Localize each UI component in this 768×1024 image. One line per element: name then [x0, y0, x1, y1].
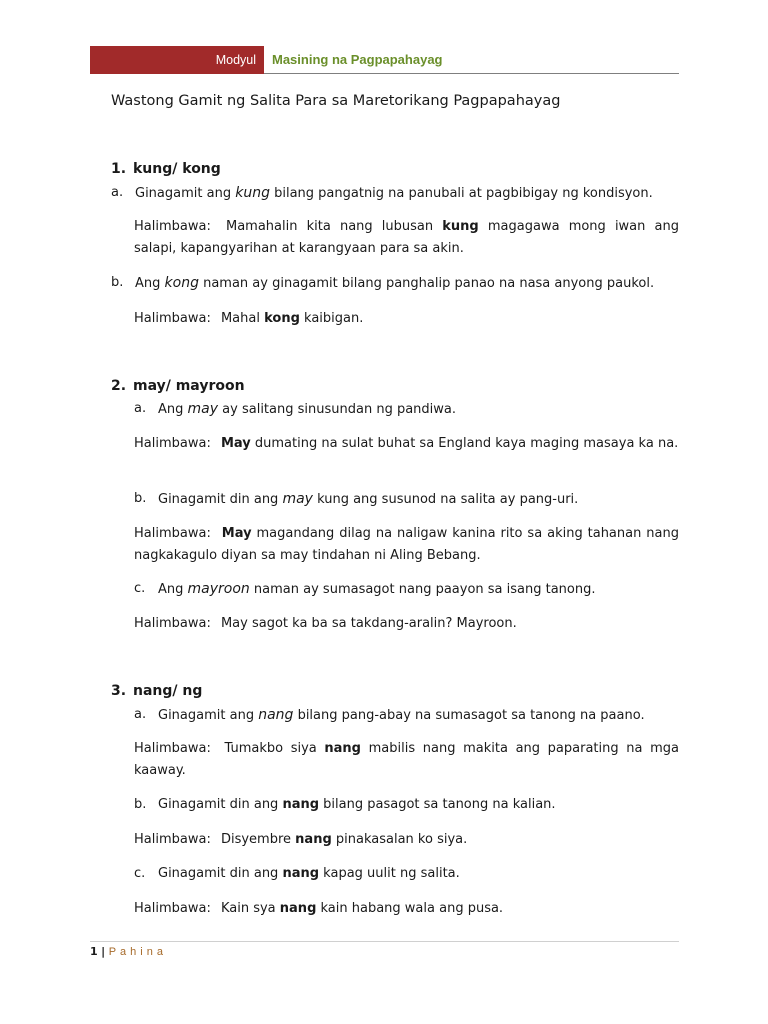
section-number: 1.: [111, 161, 127, 177]
example-text-post: magandang dilag na naligaw kanina rito sa aking tahanan nang nagkakagulo diyan sa may tindahan ni Aling Bebang.: [134, 526, 679, 563]
example-text-post: pinakasalan ko siya.: [331, 832, 468, 847]
section-1-heading: [111, 161, 221, 177]
example-bold: nang: [279, 901, 317, 916]
header-rule: [264, 73, 679, 74]
example-text-post: kaibigan.: [299, 311, 364, 326]
item-label: b.: [134, 491, 147, 506]
section-3-heading: [111, 683, 202, 699]
item-text-post: kapag uulit ng salita.: [319, 866, 460, 881]
item-text-post: ay salitang sinusundan ng pandiwa.: [218, 402, 457, 417]
example-text-post: dumating na sulat buhat sa England kaya maging masaya ka na.: [250, 436, 679, 451]
item-text: [134, 863, 679, 885]
example: [134, 523, 679, 567]
example-text-pre: Disyembre: [220, 832, 296, 847]
example-lead: Halimbawa:: [134, 219, 211, 234]
item-text-pre: Ginagamit din ang: [158, 797, 283, 812]
example-bold: May: [221, 526, 252, 541]
keyword: nang: [258, 707, 294, 723]
item-label: c.: [134, 866, 146, 881]
item-text: [134, 488, 679, 511]
keyword-bold: nang: [282, 866, 320, 881]
item-label: c.: [134, 581, 146, 596]
example-text-post: kain habang wala ang pusa.: [316, 901, 504, 916]
example-bold: May: [220, 436, 251, 451]
item-text: [134, 578, 679, 601]
page-footer: [90, 945, 167, 958]
example: [134, 898, 679, 920]
example-text-pre: Mamahalin kita nang lubusan: [225, 219, 443, 234]
example-lead: Halimbawa:: [134, 616, 211, 631]
section-number: 2.: [111, 378, 127, 394]
page-title: Wastong Gamit ng Salita Para sa Maretorikang Pagpapahayag: [111, 93, 561, 109]
item-text-post: kung ang susunod na salita ay pang-uri.: [312, 492, 579, 507]
list-item: [134, 704, 679, 727]
module-label: [90, 46, 264, 74]
example: [134, 216, 679, 260]
list-item: [111, 272, 679, 295]
item-text-pre: Ang: [158, 582, 188, 597]
section-title: may/ mayroon: [133, 378, 245, 394]
item-text-post: bilang pasagot sa tanong na kalian.: [319, 797, 556, 812]
example-bold: kong: [264, 311, 300, 326]
keyword: kong: [164, 275, 199, 291]
item-text-pre: Ginagamit din ang: [158, 866, 283, 881]
page-word: Pahina: [108, 946, 167, 958]
example-bold: nang: [295, 832, 332, 847]
item-text: [134, 794, 679, 816]
example-text-pre: Tumakbo siya: [224, 741, 325, 756]
example: [134, 613, 679, 635]
item-text-pre: Ginagamit ang: [135, 186, 236, 201]
item-text: [111, 182, 679, 205]
keyword: kung: [235, 185, 270, 201]
example-text-post: mabilis nang makita ang paparating na mga kaaway.: [134, 741, 679, 778]
example-lead: Halimbawa:: [134, 436, 211, 451]
keyword: may: [187, 401, 219, 417]
example-lead: Halimbawa:: [134, 901, 211, 916]
example: [134, 829, 679, 851]
item-text: [134, 398, 679, 421]
example: [134, 433, 679, 455]
list-item: [134, 578, 679, 601]
example-lead: Halimbawa:: [134, 526, 211, 541]
example-lead: Halimbawa:: [134, 311, 211, 326]
item-text-pre: Ang: [135, 276, 165, 291]
item-text: [134, 704, 679, 727]
section-title: nang/ ng: [133, 683, 203, 699]
item-text-post: naman ay sumasagot nang paayon sa isang tanong.: [249, 582, 596, 597]
list-item: [134, 488, 679, 511]
keyword: mayroon: [187, 581, 250, 597]
example-text-post: magagawa mong iwan ang salapi, kapangyarihan at karangyaan para sa akin.: [134, 219, 679, 256]
example-text-pre: Mahal: [220, 311, 265, 326]
item-text-pre: Ginagamit ang: [158, 708, 259, 723]
item-text-post: bilang pang-abay na sumasagot sa tanong na paano.: [293, 708, 645, 723]
list-item: [111, 182, 679, 205]
item-label: a.: [134, 707, 147, 722]
section-2-heading: [111, 378, 245, 394]
page-header: [90, 46, 679, 74]
example-bold: nang: [324, 741, 361, 756]
list-item: [134, 794, 679, 816]
example-lead: Halimbawa:: [134, 741, 211, 756]
keyword-bold: nang: [282, 797, 320, 812]
section-number: 3.: [111, 683, 127, 699]
example-lead: Halimbawa:: [134, 832, 211, 847]
module-title: Masining na Pagpapahayag: [272, 52, 443, 67]
keyword: may: [282, 491, 313, 507]
example: [134, 308, 679, 330]
item-text: [111, 272, 679, 295]
item-label: a.: [111, 185, 124, 200]
item-text-pre: Ang: [158, 402, 188, 417]
footer-rule: [90, 941, 679, 942]
item-text-post: bilang pangatnig na panubali at pagbibigay ng kondisyon.: [269, 186, 653, 201]
item-text-post: naman ay ginagamit bilang panghalip panao na nasa anyong paukol.: [198, 276, 655, 291]
list-item: [134, 863, 679, 885]
list-item: [134, 398, 679, 421]
section-title: kung/ kong: [133, 161, 221, 177]
footer-separator: |: [101, 945, 106, 958]
item-label: b.: [134, 797, 147, 812]
example-text-pre: Kain sya: [220, 901, 280, 916]
example-bold: kung: [442, 219, 479, 234]
item-text-pre: Ginagamit din ang: [158, 492, 283, 507]
module-label-text: Modyul: [215, 53, 256, 67]
page-number: 1: [90, 945, 98, 958]
item-label: a.: [134, 401, 147, 416]
example: [134, 738, 679, 782]
example-text-pre: May sagot ka ba sa takdang-aralin? Mayroon.: [220, 616, 517, 631]
item-label: b.: [111, 275, 124, 290]
